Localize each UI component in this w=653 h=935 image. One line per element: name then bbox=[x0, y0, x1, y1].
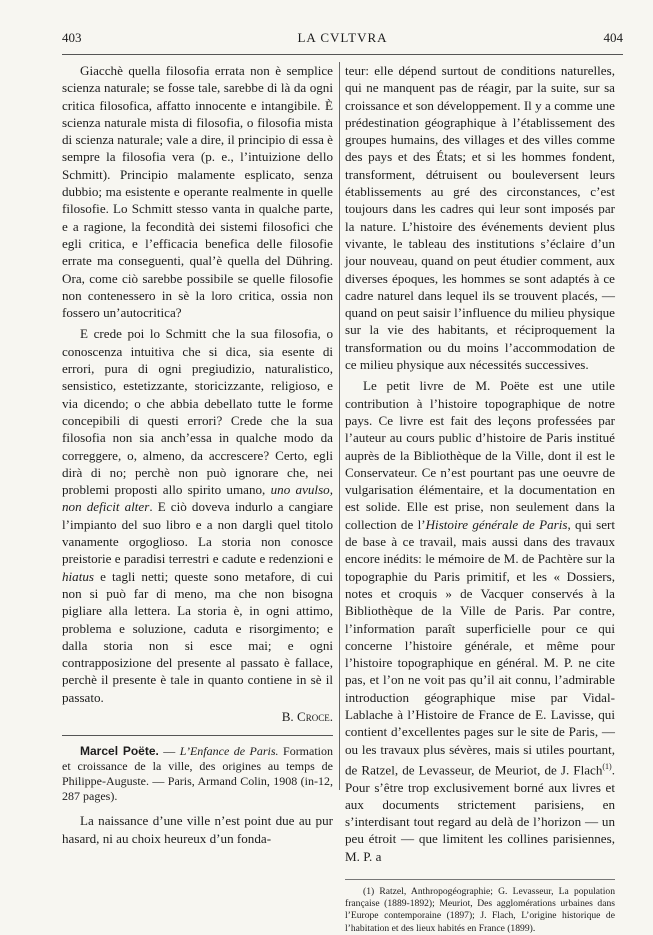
footnote: (1) Ratzel, Anthropogéographie; G. Levasseur, La population française (1889-1892); Meuriot, Des agglomérations urbaines dans l’Europe contemporaine (1897); J. Flach, L’origine historique de l’habitation et des lieux habités en France (1899). bbox=[345, 886, 615, 934]
book-title: Histoire générale de Paris bbox=[425, 516, 568, 532]
left-paragraph-2: E crede poi lo Schmitt che la sua filosofia, o conoscenza intuitiva che si dica, sia esente di errori, pura di ogni pregiudizio, naturalistico, sensistico, estetizzante, storicizzante, religioso, e via dicendo; o che abbia debellato tutte le forme concepibili di questi errori? Crede che la sua filosofia non sia anch’essa in qualche modo da correggere, o, almeno, da accrescere? Certo, egli dirà di no; perchè non può ignorare che, nei problemi proposti allo spirito umano, uno avulso, non deficit alter. E ciò doveva indurlo a cangiare l’impianto del suo libro e a non dargli quel titolo vanamente orgoglioso. La storia non conosce preistorie e paradisi terrestri e cadute e redenzioni e hiatus e tagli netti; queste sono metafore, di cui non si può far di meno, ma che non bisogna pigliare alla lettera. La storia è, in ogni attimo, problema e soluzione, caduta e risorgimento; e dalla storia non si esce mai; e ogni contrapposizione del presente al passato è fallace, perchè il presente è tale in quanto contiene in sè il passato. bbox=[62, 326, 333, 705]
journal-title: LA CVLTVRA bbox=[297, 30, 388, 45]
review-separator bbox=[62, 735, 333, 736]
page-number-right: 404 bbox=[603, 30, 623, 45]
review-heading: Marcel Poëte. — L’Enfance de Paris. Formation et croissance de la ville, des origines au temps de Philippe-Auguste. — Paris, Armand Colin, 1908 (in-12, 287 pages). bbox=[62, 744, 334, 804]
latin-quote: uno avulso, non deficit alter bbox=[62, 482, 333, 515]
page-number-left: 403 bbox=[62, 30, 82, 45]
right-paragraph-2: Le petit livre de M. Poëte est une utile contribution à l’histoire topographique de notre pays. Ce livre est fait des leçons professées par l’auteur au cours public d’histoire de Paris institué auprès de la Bibliothèque de la Ville, dont il est le Conservateur. Ce n’est pourtant pas une oeuvre de vulgarisation élémentaire, et la documentation en est solide. Elle est prise, non seulement dans la collection de l’Histoire générale de Paris, qui sert de base à ce travail, mais aussi dans des travaux encore inédits: le mémoire de M. de Pachtère sur la topographie du Paris primitif, et les « Dossiers, notes et croquis » de Vacquer conservés à la Bibliothèque de la Ville de Paris. Par contre, l’information paraît superficielle pour ce qui concerne l’histoire générale, et même pour l’histoire topographique en général. M. P. ne cite pas, et l’on ne voit pas qu’il ait connu, l’admirable introduction géographique mise par Vidal-Lablache à l’Histoire de France de E. Lavisse, qui contient d’excellentes pages sur le site de Paris, — ou les travaux plus sévères, mais si utiles pourtant, de Ratzel, de Levasseur, de Meuriot, de J. Flach$^{(1)}$. Pour s’être trop exclusivement borné aux livres et aux documents strictement parisiens, en s’interdisant tout regard au delà de l’horizon — un peu étroit — que limitent les collines parisiennes, M. P. a bbox=[345, 378, 615, 864]
left-column bbox=[62, 62, 333, 847]
hiatus-word: hiatus bbox=[62, 568, 95, 584]
review-details: Formation et croissance de la ville, des origines au temps de Philippe-Auguste. — Paris, Armand Colin, 1908 (in-12, 287 pages). bbox=[62, 744, 334, 804]
header-rule bbox=[62, 54, 623, 55]
review-author: Marcel Poëte. bbox=[80, 744, 159, 759]
right-paragraph-1: teur: elle dépend surtout de conditions naturelles, qui ne manquent pas de réagir, par la suite, sur sa croissance et son développement. Il y a comme une prédestination géographique à l’établissement des groupes humains, des villages et des villes comme des pays et des États; et si les hommes fondent, transforment, détruisent ou bouleversent leurs établissements au gré des circonstances, c’est toujours dans les cadres qui leur sont imposés par la nature. L’histoire des événements devient plus vivante, le tableau des institutions s’éclaire d’un jour nouveau, quand on peut étudier comment, aux diverses époques, les hommes se sont adaptés à ce cadre naturel dans lequel ils se trouvent placés, — quand on peut saisir l’influence du milieu physique sur la vie des habitants, et réciproquement la transformation ou du moins l’accommodation de ce milieu physique aux nécessités successives. bbox=[345, 63, 615, 373]
signature: B. Croce. bbox=[281, 708, 333, 724]
footnote-ref: (1) bbox=[602, 761, 612, 771]
footnote-rule bbox=[345, 879, 615, 880]
column-rule bbox=[339, 62, 340, 790]
right-column bbox=[345, 62, 615, 935]
page-header bbox=[62, 30, 623, 50]
review-title: L’Enfance de Paris. bbox=[179, 744, 279, 759]
left-paragraph-1: Giacchè quella filosofia errata non è semplice scienza naturale; se fosse tale, sarebbe di là da ogni critica filosofica, affatto innocente e intangibile. È scienza naturale mista di filosofia, o filosofia mista di scienza naturale; vale a dire, il principio di essa è sempre la filosofia vera (p. e., l’intuizione dello Schmitt). Principio malamente esplicato, senza dubbio; ma esistente e operante realmente in quelle filosofie. Lo Schmitt stesso vanta in qualche parte, e a ragione, la fecondità dei sistemi filosofici che egli critica, e l’efficacia benefica delle filosofie errate ma conseguenti, qual’è quella del Dühring. Ora, come ciò sarebbe possibile se quelle filosofie non contenessero in sè la loro critica, ossia non fossero un’autocritica? bbox=[62, 63, 333, 321]
left-paragraph-3: La naissance d’une ville n’est point due au pur hasard, ni au choix heureux d’un fonda- bbox=[62, 813, 333, 846]
